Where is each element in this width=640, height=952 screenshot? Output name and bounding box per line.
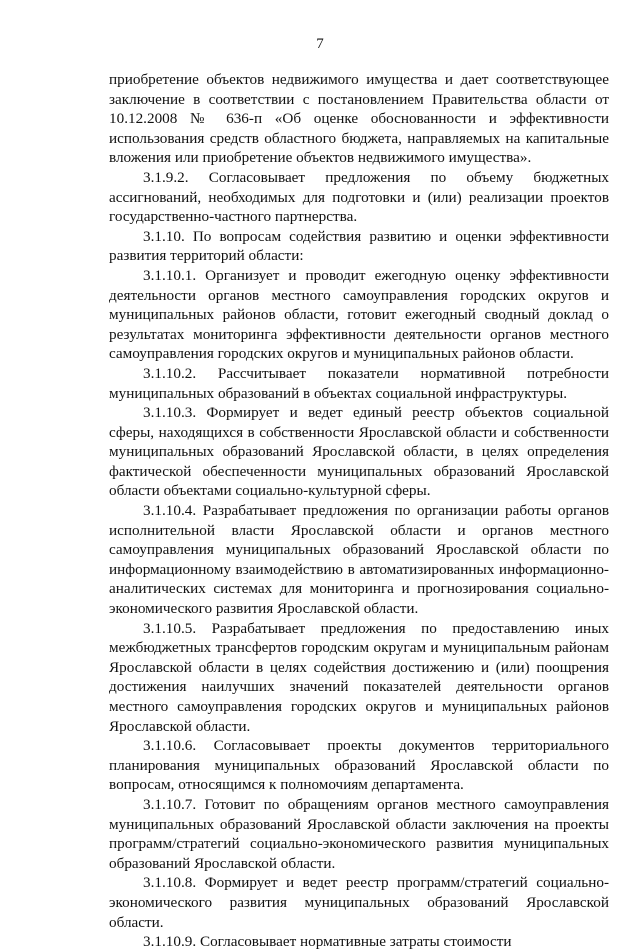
- clause-3-1-9-2: 3.1.9.2. Согласовывает предложения по объему бюджетных ассигнований, необходимых для подготовки и (или) реализации проектов государственно-частного партнерства.: [109, 168, 609, 226]
- clause-3-1-10-3: 3.1.10.3. Формирует и ведет единый реестр объектов социальной сферы, находящихся в собственности Ярославской области и собственности муниципальных образований Ярославской области, в целях определения фактической обеспеченности муниципальных образований Ярославской области объектами социально-культурной сферы.: [109, 404, 609, 500]
- clause-3-1-10-5: 3.1.10.5. Разрабатывает предложения по предоставлению иных межбюджетных трансфертов городским округам и муниципальным районам Ярославской области в целях содействия достижению и (или) поощрения достижения наилучших значений показателей деятельности органов местного самоуправления городских округов и муниципальных районов Ярославской области.: [109, 619, 609, 735]
- clause-3-1-10-9: 3.1.10.9. Согласовывает нормативные затраты стоимости: [143, 933, 512, 951]
- clause-3-1-10-7: 3.1.10.7. Готовит по обращениям органов местного самоуправления муниципальных образований Ярославской области заключения на проекты программ/стратегий социально-экономического развития муниципальных образований Ярославской области.: [109, 795, 609, 872]
- document-body: [109, 70, 609, 952]
- clause-3-1-10-4: 3.1.10.4. Разрабатывает предложения по организации работы органов исполнительной власти Ярославской области и органов местного самоуправления муниципальных образований Ярославской области по информационному взаимодействию в автоматизированных информационно-аналитических системах для мониторинга и прогнозирования социально-экономического развития Ярославской области.: [109, 502, 609, 618]
- clause-3-1-10-1: 3.1.10.1. Организует и проводит ежегодную оценку эффективности деятельности органов местного самоуправления городских округов и муниципальных районов области, готовит ежегодный сводный доклад о результатах мониторинга эффективности деятельности органов местного самоуправления городских округов и муниципальных районов области.: [109, 266, 609, 363]
- page-number: 7: [316, 36, 324, 52]
- paragraph-continuation: приобретение объектов недвижимого имущества и дает соответствующее заключение в соответствии с постановлением Правительства области от 10.12.2008 № 636-п «Об оценке обоснованности и эффективности использования средств областного бюджета, направляемых на капитальные вложения или приобретение объектов недвижимого имущества».: [109, 71, 609, 167]
- clause-3-1-10-6: 3.1.10.6. Согласовывает проекты документов территориального планирования муниципальных образований Ярославской области по вопросам, относящимся к полномочиям департамента.: [109, 737, 609, 794]
- clause-3-1-10: 3.1.10. По вопросам содействия развитию и оценки эффективности развития территорий области:: [109, 227, 609, 265]
- clause-3-1-10-8: 3.1.10.8. Формирует и ведет реестр программ/стратегий социально-экономического развития муниципальных образований Ярославской области.: [109, 874, 609, 931]
- clause-3-1-10-2: 3.1.10.2. Рассчитывает показатели нормативной потребности муниципальных образований в объектах социальной инфраструктуры.: [109, 364, 609, 402]
